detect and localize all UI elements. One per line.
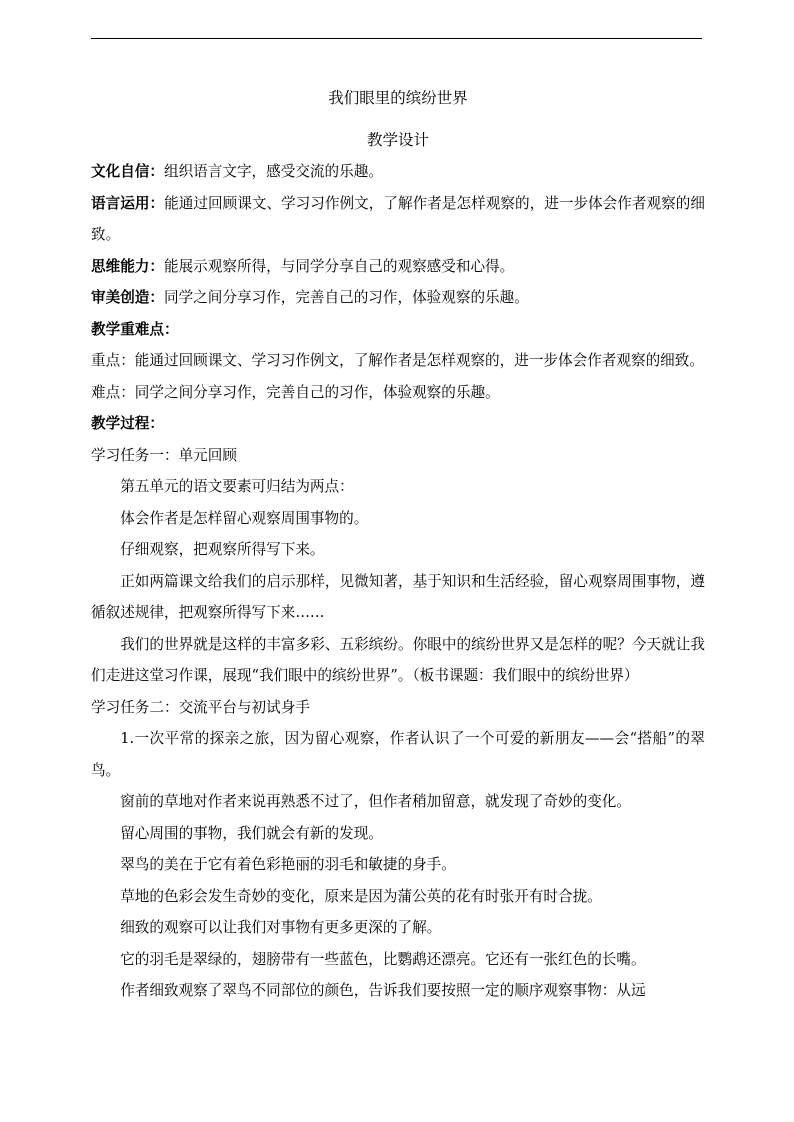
objective-culture xyxy=(91,156,705,188)
task2-paragraph: 翠鸟的美在于它有着色彩艳丽的羽毛和敏捷的身手。 xyxy=(120,856,456,873)
task2-paragraph: 窗前的草地对作者来说再熟悉不过了，但作者稍加留意，就发现了奇妙的变化。 xyxy=(120,793,631,810)
task1-paragraph: 仔细观察，把观察所得写下来。 xyxy=(120,541,325,558)
objective-label: 文化自信： xyxy=(91,163,164,180)
process-heading: 教学过程： xyxy=(91,415,164,432)
difficult-point: 难点：同学之间分享习作，完善自己的习作，体验观察的乐趣。 xyxy=(91,383,500,401)
key-points-heading: 教学重难点： xyxy=(91,320,179,338)
task1-paragraph: 第五单元的语文要素可归结为两点： xyxy=(120,478,354,495)
objective-text: 能展示观察所得，与同学分享自己的观察感受和心得。 xyxy=(163,257,515,275)
task2-paragraph: 留心周围的事物，我们就会有新的发现。 xyxy=(120,824,383,842)
document-body xyxy=(91,83,705,1007)
task1-heading: 学习任务一：单元回顾 xyxy=(91,446,237,464)
objective-text: 组织语言文字，感受交流的乐趣。 xyxy=(163,163,383,180)
objective-label: 语言运用： xyxy=(91,194,165,212)
objective-aesthetic xyxy=(91,282,705,314)
task2-paragraph: 它的羽毛是翠绿的，翅膀带有一些蓝色，比鹦鹉还漂亮。它还有一张红色的长嘴。 xyxy=(120,950,646,968)
task2-paragraph: 草地的色彩会发生奇妙的变化，原来是因为蒲公英的花有时张开有时合拢。 xyxy=(120,887,602,905)
objective-label: 审美创造： xyxy=(91,289,164,306)
task2-paragraph: 作者细致观察了翠鸟不同部位的颜色，告诉我们要按照一定的顺序观察事物：从远 xyxy=(120,982,646,999)
header-rule xyxy=(91,38,702,39)
objective-text: 同学之间分享习作，完善自己的习作，体验观察的乐趣。 xyxy=(163,289,529,306)
document-subtitle: 教学设计 xyxy=(366,131,429,149)
document-text xyxy=(91,156,705,1007)
task2-heading: 学习任务二：交流平台与初试身手 xyxy=(91,698,310,716)
objective-thinking xyxy=(91,251,705,283)
task1-paragraph: 正如两篇课文给我们的启示那样，见微知著，基于知识和生活经验，留心观察周围事物，遵循叙述规律，把观察所得写下来…… xyxy=(91,572,705,621)
task2-paragraph: 细致的观察可以让我们对事物有更多更深的了解。 xyxy=(120,919,442,936)
task1-paragraph: 我们的世界就是这样的丰富多彩、五彩缤纷。你眼中的缤纷世界又是怎样的呢？今天就让我们走进这堂习作课，展现“我们眼中的缤纷世界”。（板书课题：我们眼中的缤纷世界） xyxy=(91,635,705,684)
objective-text: 能通过回顾课文、学习习作例文，了解作者是怎样观察的，进一步体会作者观察的细致。 xyxy=(91,194,705,243)
task2-paragraph: 1.一次平常的探亲之旅，因为留心观察，作者认识了一个可爱的新朋友——会“搭船”的翠鸟。 xyxy=(91,730,705,779)
task1-paragraph: 体会作者是怎样留心观察周围事物的。 xyxy=(120,509,369,527)
objective-language xyxy=(91,188,705,251)
key-point: 重点：能通过回顾课文、学习习作例文，了解作者是怎样观察的，进一步体会作者观察的细致。 xyxy=(91,352,704,369)
objective-label: 思维能力： xyxy=(91,257,164,275)
document-title: 我们眼里的缤纷世界 xyxy=(328,89,468,107)
